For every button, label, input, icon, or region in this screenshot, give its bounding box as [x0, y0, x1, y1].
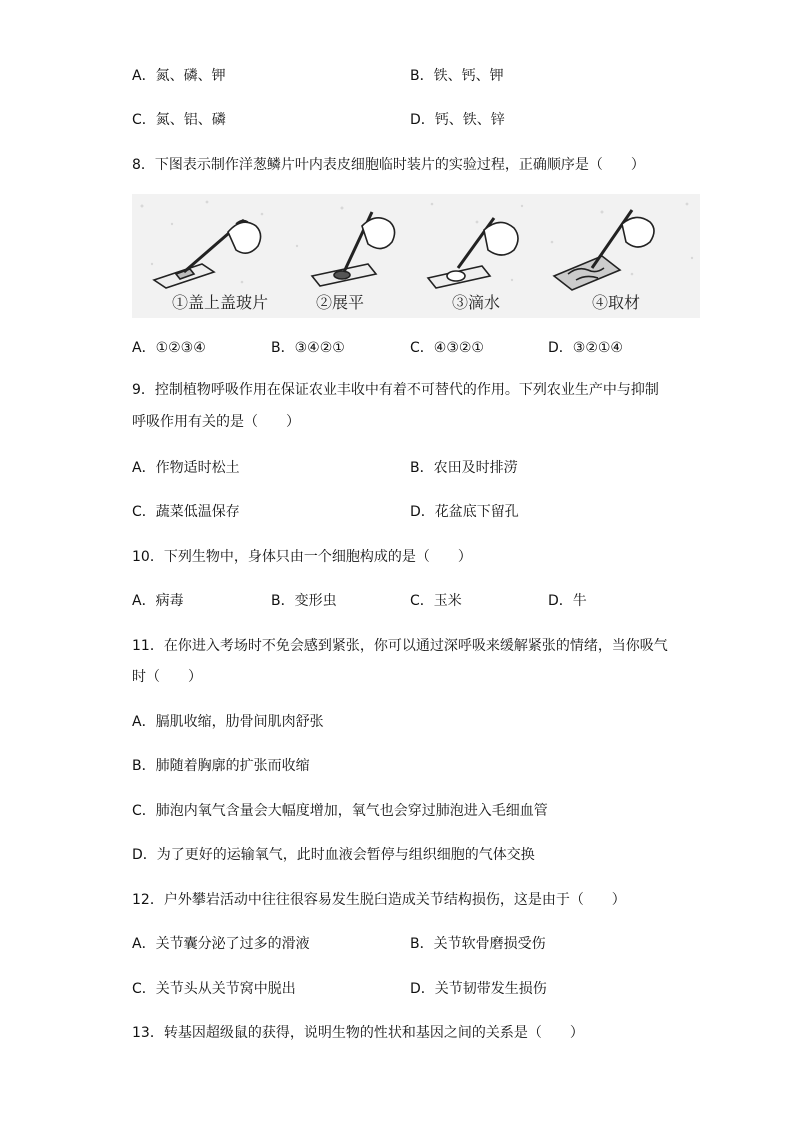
q11-stem-line1: 11．在你进入考场时不免会感到紧张，你可以通过深呼吸来缓解紧张的情绪，当你吸气 [132, 638, 668, 654]
q12-stem: 12．户外攀岩活动中往往很容易发生脱臼造成关节结构损伤，这是由于（ ） [132, 892, 626, 908]
q7-option-b: B．铁、钙、钾 [410, 68, 504, 84]
q7-option-c: C．氮、铝、磷 [132, 112, 226, 128]
q8-option-c: C．④③②① [410, 340, 484, 356]
q10-option-c: C．玉米 [410, 593, 462, 609]
q12-option-d: D．关节韧带发生损伤 [410, 981, 547, 997]
panel-flatten [312, 212, 395, 286]
q11-option-d: D．为了更好的运输氧气，此时血液会暂停与组织细胞的气体交换 [132, 847, 535, 863]
q9-option-b: B．农田及时排涝 [410, 460, 518, 476]
q10-option-a: A．病毒 [132, 593, 184, 609]
q10-option-d: D．牛 [548, 593, 587, 609]
q8-option-d: D．③②①④ [548, 340, 623, 356]
q9-stem-line1: 9．控制植物呼吸作用在保证农业丰收中有着不可替代的作用。下列农业生产中与抑制 [132, 382, 659, 398]
panel-take-material [554, 210, 654, 290]
q12-option-a: A．关节囊分泌了过多的滑液 [132, 936, 310, 952]
figure-label-2: ②展平 [316, 293, 365, 312]
q8-stem: 8．下图表示制作洋葱鳞片叶内表皮细胞临时装片的实验过程，正确顺序是（ ） [132, 157, 645, 173]
q12-option-c: C．关节头从关节窝中脱出 [132, 981, 296, 997]
q12-option-b: B．关节软骨磨损受伤 [410, 936, 546, 952]
q11-option-c: C．肺泡内氧气含量会大幅度增加，氧气也会穿过肺泡进入毛细血管 [132, 803, 548, 819]
figure-label-3: ③滴水 [452, 293, 501, 312]
q9-option-d: D．花盆底下留孔 [410, 504, 519, 520]
q9-option-a: A．作物适时松土 [132, 460, 240, 476]
slide-preparation-figure [132, 194, 700, 318]
panel-drop-water [428, 218, 518, 288]
q10-option-b: B．变形虫 [271, 593, 337, 609]
q8-option-b: B．③④②① [271, 340, 345, 356]
panel-cover-slip [154, 220, 261, 288]
q11-stem-line2: 时（ ） [132, 669, 202, 685]
q10-stem: 10．下列生物中，身体只由一个细胞构成的是（ ） [132, 549, 472, 565]
q9-option-c: C．蔬菜低温保存 [132, 504, 240, 520]
q7-option-d: D．钙、铁、锌 [410, 112, 505, 128]
slide-preparation-illustration [132, 194, 700, 318]
q11-option-a: A．膈肌收缩，肋骨间肌肉舒张 [132, 714, 324, 730]
q9-stem-line2: 呼吸作用有关的是（ ） [132, 414, 300, 430]
figure-label-4: ④取材 [592, 293, 641, 312]
q11-option-b: B．肺随着胸廓的扩张而收缩 [132, 758, 310, 774]
q7-option-a: A．氮、磷、钾 [132, 68, 226, 84]
figure-label-1: ①盖上盖玻片 [172, 293, 269, 312]
q8-option-a: A．①②③④ [132, 340, 206, 356]
q13-stem: 13．转基因超级鼠的获得，说明生物的性状和基因之间的关系是（ ） [132, 1025, 584, 1041]
